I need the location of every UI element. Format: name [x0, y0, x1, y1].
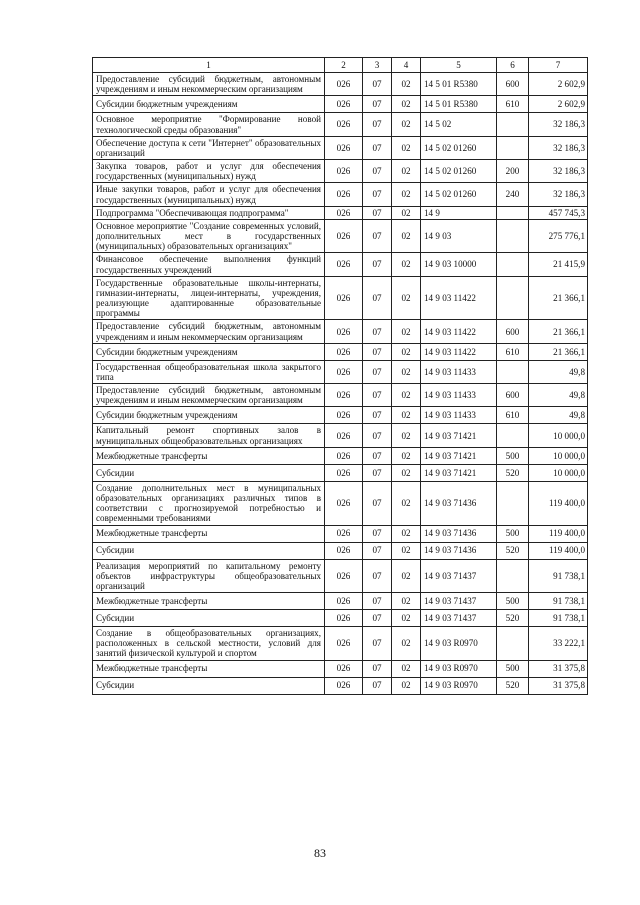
row-amount: 31 375,8 — [529, 677, 588, 694]
row-subsection-code: 02 — [392, 481, 421, 525]
row-section-code: 07 — [363, 360, 392, 383]
row-section-code: 07 — [363, 136, 392, 159]
row-expense-type: 500 — [497, 447, 529, 464]
row-target-article: 14 5 01 R5380 — [421, 73, 497, 96]
row-expense-type: 610 — [497, 407, 529, 424]
row-subsection-code: 02 — [392, 610, 421, 627]
row-name: Основное мероприятие "Формирование новой технологической среды образования" — [93, 113, 325, 136]
row-expense-type: 500 — [497, 660, 529, 677]
row-ministry-code: 026 — [325, 206, 363, 219]
header-col-2: 2 — [325, 58, 363, 73]
row-amount: 91 738,1 — [529, 559, 588, 593]
row-section-code: 07 — [363, 96, 392, 113]
table-row — [93, 384, 588, 407]
row-expense-type: 520 — [497, 464, 529, 481]
row-section-code: 07 — [363, 525, 392, 542]
row-amount: 119 400,0 — [529, 525, 588, 542]
row-expense-type: 520 — [497, 677, 529, 694]
row-ministry-code: 026 — [325, 253, 363, 276]
row-target-article: 14 9 — [421, 206, 497, 219]
table-row — [93, 542, 588, 559]
row-ministry-code: 026 — [325, 407, 363, 424]
table-row — [93, 464, 588, 481]
row-ministry-code: 026 — [325, 627, 363, 661]
row-section-code: 07 — [363, 447, 392, 464]
row-expense-type: 520 — [497, 610, 529, 627]
budget-table — [92, 57, 588, 695]
table-row — [93, 360, 588, 383]
row-subsection-code: 02 — [392, 253, 421, 276]
row-amount: 21 366,1 — [529, 276, 588, 320]
row-amount: 119 400,0 — [529, 481, 588, 525]
row-target-article: 14 9 03 10000 — [421, 253, 497, 276]
row-amount: 10 000,0 — [529, 464, 588, 481]
row-amount: 33 222,1 — [529, 627, 588, 661]
row-section-code: 07 — [363, 627, 392, 661]
row-name: Иные закупки товаров, работ и услуг для обеспечения государственных (муниципальных) нужд — [93, 183, 325, 206]
row-subsection-code: 02 — [392, 136, 421, 159]
row-target-article: 14 5 02 — [421, 113, 497, 136]
row-subsection-code: 02 — [392, 343, 421, 360]
row-name: Субсидии — [93, 610, 325, 627]
row-name: Финансовое обеспечение выполнения функций государственных учреждений — [93, 253, 325, 276]
row-ministry-code: 026 — [325, 610, 363, 627]
row-ministry-code: 026 — [325, 559, 363, 593]
page-number: 83 — [314, 846, 326, 860]
row-target-article: 14 9 03 71421 — [421, 464, 497, 481]
row-subsection-code: 02 — [392, 424, 421, 447]
row-target-article: 14 9 03 — [421, 219, 497, 253]
row-target-article: 14 9 03 71436 — [421, 525, 497, 542]
row-section-code: 07 — [363, 276, 392, 320]
row-subsection-code: 02 — [392, 276, 421, 320]
row-amount: 49,8 — [529, 360, 588, 383]
row-section-code: 07 — [363, 253, 392, 276]
table-row — [93, 113, 588, 136]
row-expense-type: 500 — [497, 593, 529, 610]
row-ministry-code: 026 — [325, 447, 363, 464]
row-subsection-code: 02 — [392, 525, 421, 542]
table-row — [93, 447, 588, 464]
row-name: Субсидии бюджетным учреждениям — [93, 343, 325, 360]
table-row — [93, 276, 588, 320]
table-row — [93, 593, 588, 610]
table-body — [93, 73, 588, 695]
table-row — [93, 627, 588, 661]
header-col-4: 4 — [392, 58, 421, 73]
row-target-article: 14 9 03 71421 — [421, 424, 497, 447]
table-row — [93, 160, 588, 183]
table-row — [93, 206, 588, 219]
row-expense-type — [497, 206, 529, 219]
row-subsection-code: 02 — [392, 360, 421, 383]
row-subsection-code: 02 — [392, 320, 421, 343]
row-ministry-code: 026 — [325, 320, 363, 343]
row-name: Государственная общеобразовательная школа закрытого типа — [93, 360, 325, 383]
row-expense-type: 240 — [497, 183, 529, 206]
row-target-article: 14 9 03 71437 — [421, 593, 497, 610]
row-expense-type: 500 — [497, 525, 529, 542]
row-section-code: 07 — [363, 206, 392, 219]
row-ministry-code: 026 — [325, 481, 363, 525]
row-ministry-code: 026 — [325, 525, 363, 542]
row-name: Субсидии бюджетным учреждениям — [93, 96, 325, 113]
row-subsection-code: 02 — [392, 660, 421, 677]
row-ministry-code: 026 — [325, 219, 363, 253]
row-target-article: 14 5 02 01260 — [421, 183, 497, 206]
row-amount: 49,8 — [529, 384, 588, 407]
row-subsection-code: 02 — [392, 559, 421, 593]
row-ministry-code: 026 — [325, 360, 363, 383]
row-ministry-code: 026 — [325, 677, 363, 694]
row-target-article: 14 9 03 R0970 — [421, 660, 497, 677]
table-row — [93, 424, 588, 447]
row-target-article: 14 9 03 11422 — [421, 320, 497, 343]
row-subsection-code: 02 — [392, 73, 421, 96]
row-amount: 21 366,1 — [529, 343, 588, 360]
row-section-code: 07 — [363, 320, 392, 343]
row-section-code: 07 — [363, 73, 392, 96]
row-target-article: 14 5 02 01260 — [421, 160, 497, 183]
row-section-code: 07 — [363, 384, 392, 407]
row-subsection-code: 02 — [392, 464, 421, 481]
row-name: Субсидии — [93, 464, 325, 481]
table-row — [93, 136, 588, 159]
header-col-5: 5 — [421, 58, 497, 73]
row-ministry-code: 026 — [325, 424, 363, 447]
row-subsection-code: 02 — [392, 160, 421, 183]
header-col-3: 3 — [363, 58, 392, 73]
row-ministry-code: 026 — [325, 160, 363, 183]
row-name: Предоставление субсидий бюджетным, автономным учреждениям и иным некоммерческим организациям — [93, 320, 325, 343]
row-name: Межбюджетные трансферты — [93, 660, 325, 677]
row-section-code: 07 — [363, 542, 392, 559]
row-expense-type — [497, 136, 529, 159]
row-section-code: 07 — [363, 407, 392, 424]
row-section-code: 07 — [363, 559, 392, 593]
row-subsection-code: 02 — [392, 407, 421, 424]
row-section-code: 07 — [363, 424, 392, 447]
row-amount: 91 738,1 — [529, 593, 588, 610]
row-amount: 10 000,0 — [529, 424, 588, 447]
row-name: Предоставление субсидий бюджетным, автономным учреждениям и иным некоммерческим организациям — [93, 384, 325, 407]
row-subsection-code: 02 — [392, 542, 421, 559]
row-ministry-code: 026 — [325, 73, 363, 96]
row-section-code: 07 — [363, 464, 392, 481]
row-name: Создание в общеобразовательных организациях, расположенных в сельской местности, условий для занятий физической культурой и спортом — [93, 627, 325, 661]
row-target-article: 14 5 01 R5380 — [421, 96, 497, 113]
row-subsection-code: 02 — [392, 96, 421, 113]
row-ministry-code: 026 — [325, 542, 363, 559]
row-section-code: 07 — [363, 481, 392, 525]
row-amount: 119 400,0 — [529, 542, 588, 559]
row-target-article: 14 9 03 R0970 — [421, 677, 497, 694]
row-target-article: 14 9 03 71437 — [421, 610, 497, 627]
row-expense-type: 600 — [497, 73, 529, 96]
row-amount: 275 776,1 — [529, 219, 588, 253]
table-row — [93, 610, 588, 627]
table-row — [93, 320, 588, 343]
row-amount: 49,8 — [529, 407, 588, 424]
row-subsection-code: 02 — [392, 384, 421, 407]
row-subsection-code: 02 — [392, 627, 421, 661]
row-name: Создание дополнительных мест в муниципальных образовательных организациях различных типов в соответствии с прогнозируемой потребностью и современными требованиями — [93, 481, 325, 525]
row-amount: 21 366,1 — [529, 320, 588, 343]
row-expense-type — [497, 627, 529, 661]
row-section-code: 07 — [363, 677, 392, 694]
row-name: Межбюджетные трансферты — [93, 525, 325, 542]
table-row — [93, 219, 588, 253]
row-subsection-code: 02 — [392, 447, 421, 464]
row-subsection-code: 02 — [392, 113, 421, 136]
table-row — [93, 559, 588, 593]
row-amount: 32 186,3 — [529, 136, 588, 159]
row-expense-type: 610 — [497, 96, 529, 113]
row-amount: 91 738,1 — [529, 610, 588, 627]
row-name: Капитальный ремонт спортивных залов в муниципальных общеобразовательных организациях — [93, 424, 325, 447]
row-target-article: 14 9 03 R0970 — [421, 627, 497, 661]
row-ministry-code: 026 — [325, 96, 363, 113]
row-amount: 32 186,3 — [529, 183, 588, 206]
row-amount: 10 000,0 — [529, 447, 588, 464]
row-expense-type: 600 — [497, 384, 529, 407]
table-row — [93, 183, 588, 206]
header-col-6: 6 — [497, 58, 529, 73]
row-section-code: 07 — [363, 593, 392, 610]
row-name: Межбюджетные трансферты — [93, 593, 325, 610]
row-ministry-code: 026 — [325, 113, 363, 136]
row-subsection-code: 02 — [392, 219, 421, 253]
row-name: Государственные образовательные школы-интернаты, гимназии-интернаты, лицеи-интернаты, учреждения, реализующие адаптированные образовательные программы — [93, 276, 325, 320]
table-row — [93, 73, 588, 96]
row-name: Субсидии — [93, 677, 325, 694]
table-row — [93, 343, 588, 360]
row-section-code: 07 — [363, 183, 392, 206]
row-amount: 457 745,3 — [529, 206, 588, 219]
table-row — [93, 407, 588, 424]
row-name: Предоставление субсидий бюджетным, автономным учреждениям и иным некоммерческим организациям — [93, 73, 325, 96]
row-section-code: 07 — [363, 610, 392, 627]
row-target-article: 14 9 03 11433 — [421, 407, 497, 424]
row-section-code: 07 — [363, 219, 392, 253]
row-target-article: 14 9 03 11433 — [421, 384, 497, 407]
row-expense-type — [497, 559, 529, 593]
table-row — [93, 677, 588, 694]
row-target-article: 14 9 03 71436 — [421, 481, 497, 525]
header-row — [93, 58, 588, 73]
row-subsection-code: 02 — [392, 593, 421, 610]
row-ministry-code: 026 — [325, 276, 363, 320]
row-name: Закупка товаров, работ и услуг для обеспечения государственных (муниципальных) нужд — [93, 160, 325, 183]
row-name: Подпрограмма "Обеспечивающая подпрограмма" — [93, 206, 325, 219]
row-name: Обеспечение доступа к сети "Интернет" образовательных организаций — [93, 136, 325, 159]
row-expense-type — [497, 360, 529, 383]
row-expense-type — [497, 253, 529, 276]
row-target-article: 14 9 03 71421 — [421, 447, 497, 464]
row-ministry-code: 026 — [325, 593, 363, 610]
table-row — [93, 96, 588, 113]
row-expense-type: 520 — [497, 542, 529, 559]
row-expense-type: 200 — [497, 160, 529, 183]
row-target-article: 14 5 02 01260 — [421, 136, 497, 159]
table-row — [93, 481, 588, 525]
header-col-7: 7 — [529, 58, 588, 73]
row-name: Субсидии бюджетным учреждениям — [93, 407, 325, 424]
row-expense-type: 610 — [497, 343, 529, 360]
row-subsection-code: 02 — [392, 677, 421, 694]
row-target-article: 14 9 03 11422 — [421, 343, 497, 360]
row-expense-type — [497, 219, 529, 253]
row-amount: 2 602,9 — [529, 96, 588, 113]
row-expense-type — [497, 481, 529, 525]
table-row — [93, 253, 588, 276]
row-ministry-code: 026 — [325, 183, 363, 206]
row-amount: 2 602,9 — [529, 73, 588, 96]
row-name: Реализация мероприятий по капитальному ремонту объектов инфраструктуры общеобразовательных организаций — [93, 559, 325, 593]
header-col-1: 1 — [93, 58, 325, 73]
row-amount: 32 186,3 — [529, 160, 588, 183]
row-target-article: 14 9 03 11422 — [421, 276, 497, 320]
row-target-article: 14 9 03 11433 — [421, 360, 497, 383]
row-section-code: 07 — [363, 113, 392, 136]
row-name: Межбюджетные трансферты — [93, 447, 325, 464]
row-subsection-code: 02 — [392, 183, 421, 206]
row-subsection-code: 02 — [392, 206, 421, 219]
row-ministry-code: 026 — [325, 464, 363, 481]
row-ministry-code: 026 — [325, 660, 363, 677]
table-row — [93, 525, 588, 542]
row-section-code: 07 — [363, 343, 392, 360]
row-expense-type — [497, 276, 529, 320]
row-amount: 21 415,9 — [529, 253, 588, 276]
row-amount: 32 186,3 — [529, 113, 588, 136]
row-expense-type — [497, 424, 529, 447]
row-ministry-code: 026 — [325, 136, 363, 159]
row-expense-type — [497, 113, 529, 136]
row-name: Основное мероприятие "Создание современных условий, дополнительных мест в государственных (муниципальных) образовательных организациях" — [93, 219, 325, 253]
table-row — [93, 660, 588, 677]
row-ministry-code: 026 — [325, 343, 363, 360]
row-target-article: 14 9 03 71436 — [421, 542, 497, 559]
row-expense-type: 600 — [497, 320, 529, 343]
row-ministry-code: 026 — [325, 384, 363, 407]
row-name: Субсидии — [93, 542, 325, 559]
row-section-code: 07 — [363, 660, 392, 677]
row-target-article: 14 9 03 71437 — [421, 559, 497, 593]
row-amount: 31 375,8 — [529, 660, 588, 677]
row-section-code: 07 — [363, 160, 392, 183]
